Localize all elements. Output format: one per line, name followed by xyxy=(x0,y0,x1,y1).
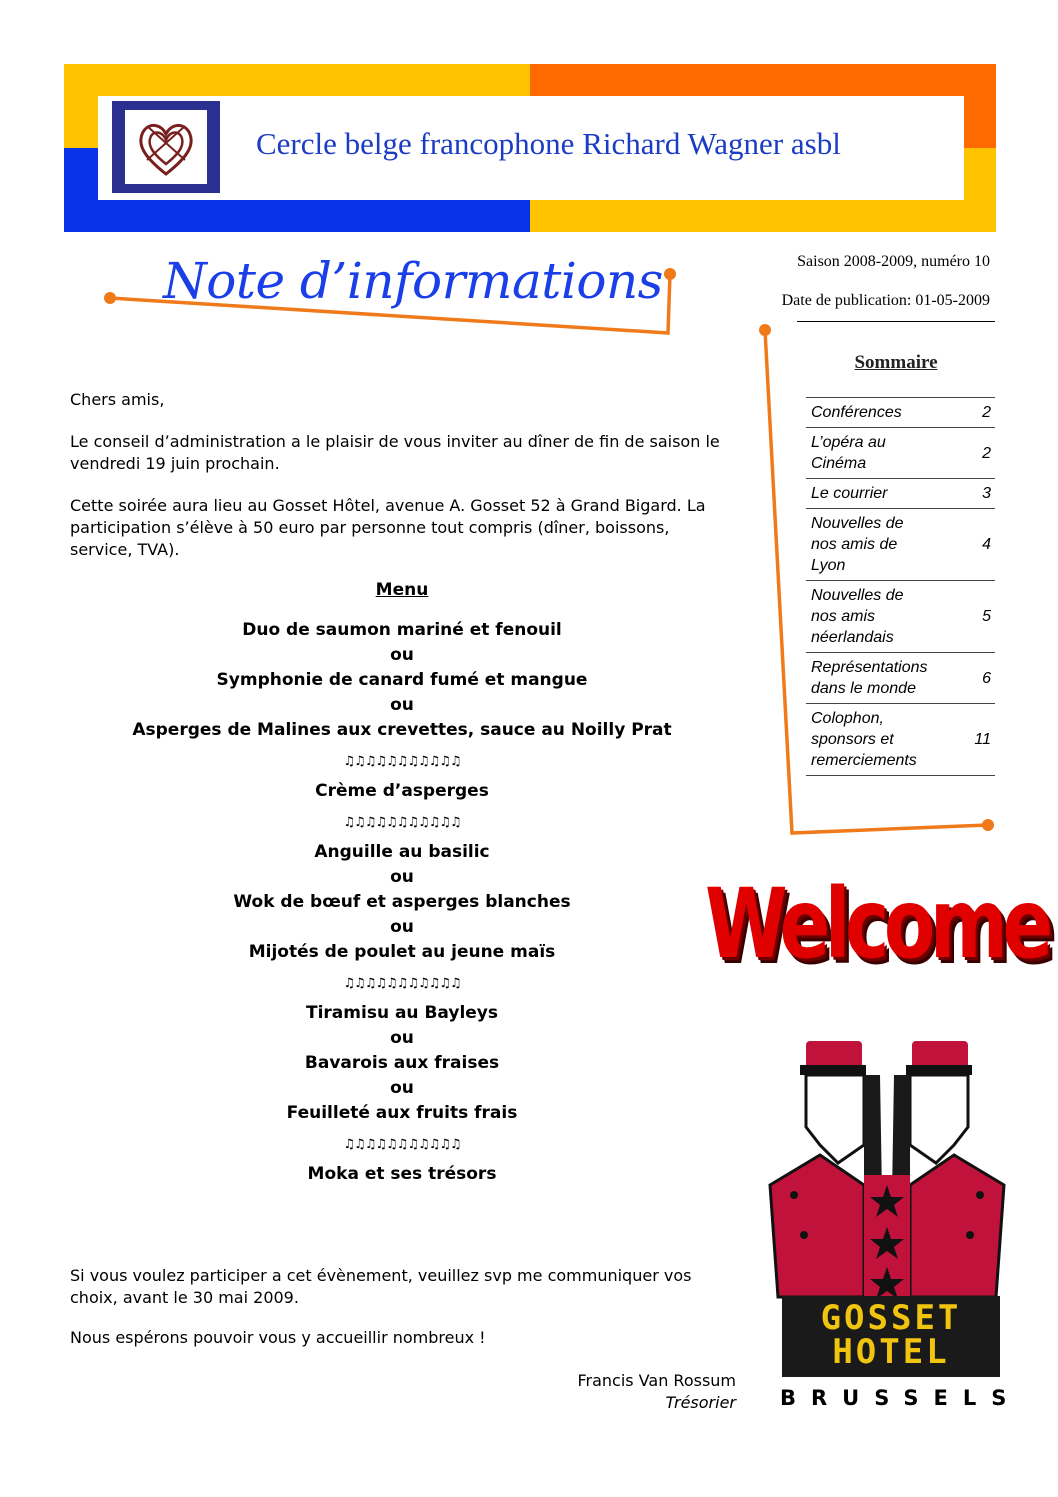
banner-white-panel xyxy=(98,96,964,200)
toc-item[interactable] xyxy=(806,428,995,479)
publication-date: Date de publication: 01-05-2009 xyxy=(781,292,990,309)
toc-item-page: 3 xyxy=(982,485,991,502)
menu-item: Asperges de Malines aux crevettes, sauce au Noilly Prat xyxy=(132,720,672,740)
letter-closing: Nous espérons pouvoir vous y accueillir nombreux ! xyxy=(70,1328,486,1347)
music-notes-separator: ♫♫♫♫♫♫♫♫♫♫♫ xyxy=(343,1137,461,1152)
toc-item-page: 2 xyxy=(982,404,991,421)
letter-paragraph: Cette soirée aura lieu au Gosset Hôtel, avenue A. Gosset 52 à Grand Bigard. La participation s’élève à 50 euro par personne tout compris (dîner, boissons, service, TVA). xyxy=(70,496,706,559)
menu-item: Mijotés de poulet au jeune maïs xyxy=(248,942,556,962)
header-banner xyxy=(64,64,996,232)
toc-title: Sommaire xyxy=(854,352,938,373)
music-notes-separator: ♫♫♫♫♫♫♫♫♫♫♫ xyxy=(343,815,461,830)
hotel-name-line: HOTEL xyxy=(832,1332,950,1372)
toc-item[interactable] xyxy=(806,509,995,581)
toc-item[interactable] xyxy=(806,704,995,776)
hotel-city: BRUSSELS xyxy=(780,1386,1022,1410)
toc-item-label: Nouvelles de nos amis néerlandais xyxy=(811,587,904,646)
letter-paragraph: Le conseil d’administration a le plaisir de vous inviter au dîner de fin de saison le vendredi 19 juin prochain. xyxy=(70,432,720,473)
toc-item-label: Le courrier xyxy=(811,485,888,502)
toc-item[interactable] xyxy=(806,653,995,704)
music-notes-separator: ♫♫♫♫♫♫♫♫♫♫♫ xyxy=(343,754,461,769)
menu-item: Symphonie de canard fumé et mangue xyxy=(216,670,588,690)
menu-item: Wok de bœuf et asperges blanches xyxy=(233,892,571,912)
table-of-contents xyxy=(806,397,995,776)
menu-or: ou xyxy=(390,1078,414,1098)
menu-title: Menu xyxy=(375,580,429,600)
letter-greeting: Chers amis, xyxy=(70,390,165,409)
menu-item: Moka et ses trésors xyxy=(307,1164,497,1184)
toc-item[interactable] xyxy=(806,581,995,653)
signer-name: Francis Van Rossum xyxy=(577,1371,736,1390)
menu-item: Anguille au basilic xyxy=(314,842,490,862)
menu-or: ou xyxy=(390,917,414,937)
toc-item-label: Nouvelles de nos amis de Lyon xyxy=(811,515,904,574)
toc-item[interactable] xyxy=(806,397,995,428)
menu-item: Crème d’asperges xyxy=(315,781,489,801)
hotel-logo-text xyxy=(782,1296,1000,1377)
signature-block xyxy=(577,1370,736,1414)
toc-item-label: Colophon, sponsors et remerciements xyxy=(811,710,917,769)
menu-item: Tiramisu au Bayleys xyxy=(306,1003,498,1023)
music-notes-separator: ♫♫♫♫♫♫♫♫♫♫♫ xyxy=(343,976,461,991)
toc-item-label: Conférences xyxy=(811,404,902,421)
toc-item[interactable] xyxy=(806,479,995,509)
toc-item-page: 11 xyxy=(974,731,991,748)
dinner-menu xyxy=(100,580,704,1187)
menu-or: ou xyxy=(390,695,414,715)
letter-closing: Si vous voulez participer a cet évènement, veuillez svp me communiquer vos choix, avant le 30 mai 2009. xyxy=(70,1266,692,1307)
toc-item-label: L’opéra au Cinéma xyxy=(811,434,886,472)
toc-item-page: 4 xyxy=(982,536,991,553)
toc-item-page: 6 xyxy=(982,669,991,687)
issue-number: Saison 2008-2009, numéro 10 xyxy=(797,253,990,270)
menu-item: Duo de saumon mariné et fenouil xyxy=(242,620,562,640)
menu-or: ou xyxy=(390,645,414,665)
newsletter-title: Note d’informations xyxy=(163,252,663,310)
toc-item-label: Représentations dans le monde xyxy=(811,659,928,697)
celtic-knot-icon xyxy=(125,110,207,184)
toc-item-page: 2 xyxy=(982,444,991,462)
menu-or: ou xyxy=(390,867,414,887)
welcome-wordart: Welcome xyxy=(705,868,1048,980)
toc-item-page: 5 xyxy=(982,608,991,625)
divider xyxy=(797,321,995,322)
menu-or: ou xyxy=(390,1028,414,1048)
menu-item: Bavarois aux fraises xyxy=(304,1053,500,1073)
menu-item: Feuilleté aux fruits frais xyxy=(286,1103,518,1123)
society-logo xyxy=(112,101,220,193)
organization-name: Cercle belge francophone Richard Wagner asbl xyxy=(256,126,841,161)
signer-role: Trésorier xyxy=(665,1393,736,1412)
hotel-name-line: GOSSET xyxy=(820,1298,962,1338)
